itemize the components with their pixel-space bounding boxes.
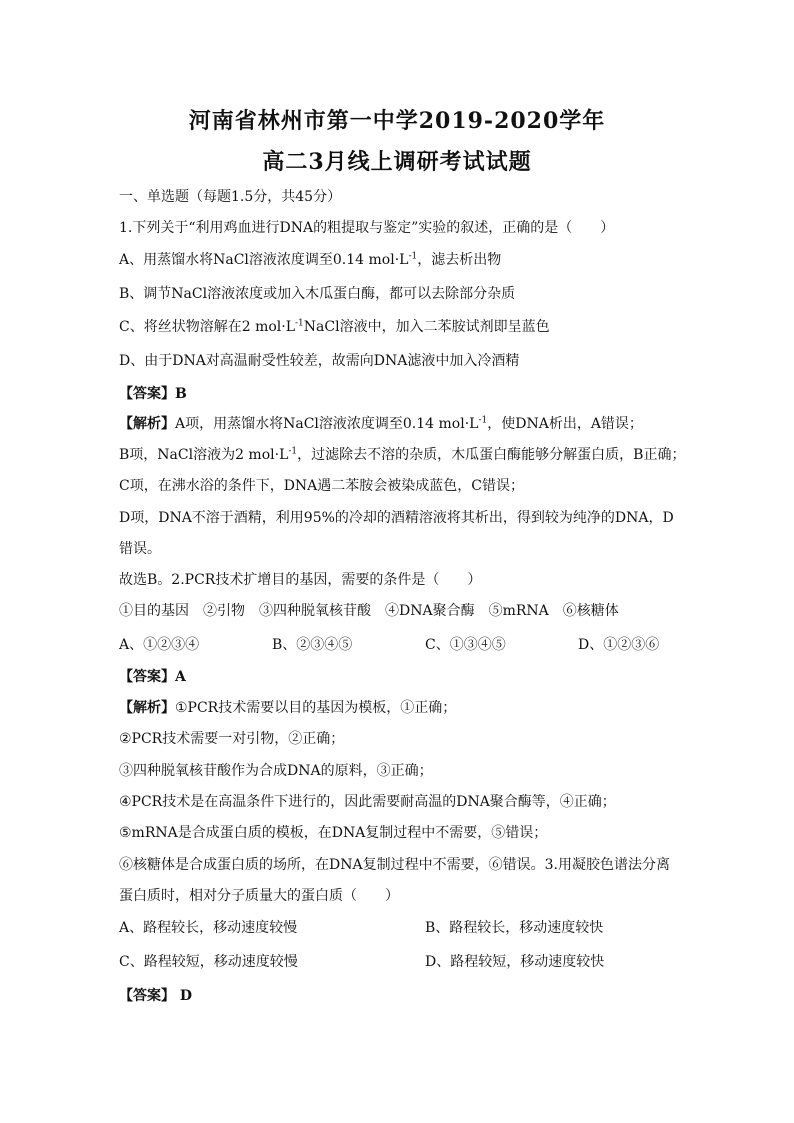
q3-stem: 蛋白质时，相对分子质量大的蛋白质（ ） bbox=[119, 888, 399, 904]
q2-option-a: A、①②③④ bbox=[119, 637, 200, 653]
q1-option-a: A、用蒸馏水将NaCl溶液浓度调至0.14 $mol\cdot L^{-1}$，滤去析出物 bbox=[119, 251, 502, 268]
q3-answer: 【答案】 D bbox=[119, 988, 193, 1004]
q1-option-b: B、调节NaCl溶液浓度或加入木瓜蛋白酶，都可以去除部分杂质 bbox=[119, 286, 516, 302]
q1-explanation-4: D项，DNA不溶于酒精，利用95%的冷却的酒精溶液将其析出，得到较为纯净的DNA，D bbox=[119, 510, 674, 526]
q2-stem: 故选B。2.PCR技术扩增目的基因，需要的条件是（ ） bbox=[119, 572, 482, 588]
q3-option-b: B、路程较长，移动速度较快 bbox=[425, 920, 604, 936]
q1-explanation-3: C项，在沸水浴的条件下，DNA遇二苯胺会被染成蓝色，C错误； bbox=[119, 478, 525, 494]
q1-answer: 【答案】B bbox=[119, 386, 187, 402]
q2-explanation-1: 【解析】①PCR技术需要以目的基因为模板，①正确； bbox=[119, 700, 457, 716]
section-heading: 一、单选题（每题1.5分，共45分） bbox=[119, 189, 342, 205]
q1-option-c: C、将丝状物溶解在2 $mol\cdot L^{-1}NaCl$溶液中，加入二苯胺试剂即呈蓝色 bbox=[119, 318, 550, 335]
q3-option-a: A、路程较长，移动速度较慢 bbox=[119, 920, 298, 936]
title-line-1: 河南省林州市第一中学2019-2020学年 bbox=[188, 108, 606, 134]
q2-explanation-6: ⑥核糖体是合成蛋白质的场所，在DNA复制过程中不需要，⑥错误。3.用凝胶色谱法分离 bbox=[119, 857, 670, 873]
q1-explanation-2: B项，NaCl溶液为2 $mol\cdot L^{-1}$，过滤除去不溶的杂质，木瓜蛋白酶能够分解蛋白质，B正确； bbox=[119, 446, 686, 463]
q1-explanation-1: 【解析】A项，用蒸馏水将NaCl溶液浓度调至0.14 $mol\cdot L^{-1}$，使DNA析出，A错误； bbox=[119, 415, 643, 432]
q2-explanation-4: ④PCR技术是在高温条件下进行的，因此需要耐高温的DNA聚合酶等，④正确； bbox=[119, 794, 616, 810]
title-line-2: 高二3月线上调研考试试题 bbox=[262, 149, 532, 175]
q2-option-d: D、①②③⑥ bbox=[578, 637, 660, 653]
q3-option-c: C、路程较短，移动速度较慢 bbox=[119, 954, 298, 970]
q3-option-d: D、路程较短，移动速度较快 bbox=[425, 954, 605, 970]
q1-stem: 1.下列关于“利用鸡血进行DNA的粗提取与鉴定”实验的叙述，正确的是（ ） bbox=[119, 220, 615, 236]
q2-explanation-2: ②PCR技术需要一对引物，②正确； bbox=[119, 731, 345, 747]
q2-explanation-3: ③四种脱氧核苷酸作为合成DNA的原料，③正确； bbox=[119, 763, 433, 779]
q1-option-d: D、由于DNA对高温耐受性较差，故需向DNA滤液中加入冷酒精 bbox=[119, 353, 520, 369]
q2-answer: 【答案】A bbox=[119, 669, 186, 685]
q2-option-b: B、②③④⑤ bbox=[272, 637, 353, 653]
q2-items: ①目的基因 ②引物 ③四种脱氧核苷酸 ④DNA聚合酶 ⑤mRNA ⑥核糖体 bbox=[119, 603, 619, 619]
q1-explanation-5: 错误。 bbox=[119, 541, 161, 557]
q2-option-c: C、①③④⑤ bbox=[425, 637, 506, 653]
q2-explanation-5: ⑤mRNA是合成蛋白质的模板，在DNA复制过程中不需要，⑤错误； bbox=[119, 825, 548, 841]
